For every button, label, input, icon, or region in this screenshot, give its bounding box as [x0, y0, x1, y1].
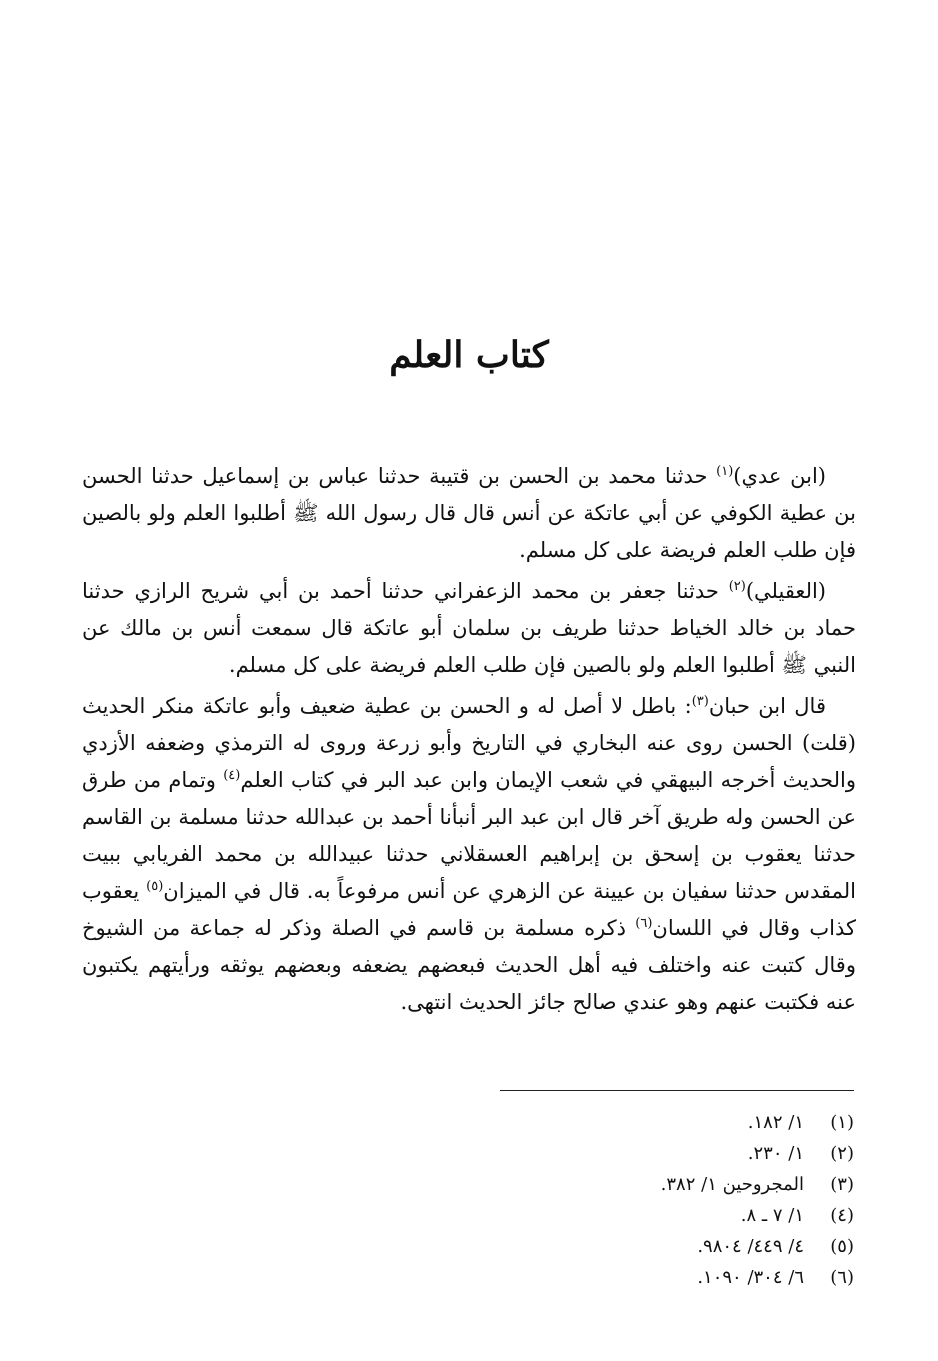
footnote-divider	[500, 1090, 854, 1091]
source-label: (العقيلي)	[745, 579, 826, 603]
paragraph-text: يعقوب كذاب وقال في اللسان	[82, 879, 856, 940]
footnote-item	[300, 1262, 854, 1293]
paragraph-text: حدثنا جعفر بن محمد الزعفراني حدثنا أحمد بن أبي شريح الرازي حدثنا حماد بن خالد الخياط حدثنا طريف بن سلمان أبو عاتكة قال سمعت أنس بن مالك عن النبي ﷺ أطلبوا العلم ولو بالصين فإن طلب العلم فريضة على كل مسلم.	[82, 579, 856, 677]
footnote-ref: (٣)	[691, 694, 709, 709]
page-title: كتاب العلم	[389, 334, 549, 376]
paragraph-text: وتمام من طرق عن الحسن وله طريق آخر قال ابن عبد البر أنبأنا أحمد بن عبدالله حدثنا مسلمة بن القاسم حدثنا يعقوب بن إسحق بن إبراهيم العسقلاني حدثنا عبيدالله بن محمد الفريابي ببيت المقدس حدثنا سفيان بن عيينة عن الزهري عن أنس مرفوعاً به. قال في الميزان	[82, 768, 856, 903]
footnote-item	[300, 1138, 854, 1169]
footnote-number: (٦)	[830, 1267, 854, 1288]
source-label: (ابن عدي)	[733, 464, 826, 488]
footnote-number: (٢)	[830, 1143, 854, 1164]
footnote-text: ١/ ٧ ـ ٨.	[740, 1205, 804, 1226]
paragraph-ibn-adi	[82, 458, 856, 569]
footnote-number: (٤)	[830, 1205, 854, 1226]
footnote-ref: (٦)	[635, 916, 653, 931]
footnote-number: (١)	[830, 1112, 854, 1133]
footnote-number: (٥)	[830, 1236, 854, 1257]
footnote-text: ١/ ٢٣٠.	[747, 1143, 804, 1164]
footnote-number: (٣)	[830, 1174, 854, 1195]
footnotes	[300, 1107, 854, 1293]
footnote-item	[300, 1200, 854, 1231]
paragraph-text: ذكره مسلمة بن قاسم في الصلة وذكر له جماعة من الشيوخ وقال كتبت عنه واختلف فيه أهل الحديث فبعضهم يضعفه وبعضهم يوثقه ورأيتهم يكتبون عنه فكتبت عنهم وهو عندي صالح جائز الحديث انتهى.	[82, 916, 856, 1014]
footnote-item	[300, 1107, 854, 1138]
footnote-text: ١/ ١٨٢.	[747, 1112, 804, 1133]
footnote-text: ٤/ ٤٤٩/ ٩٨٠٤.	[697, 1236, 804, 1257]
footnote-ref: (١)	[716, 464, 734, 479]
footnote-ref: (٥)	[146, 879, 164, 894]
paragraph-ibn-hibban	[82, 688, 856, 1021]
footnote-ref: (٤)	[223, 768, 241, 783]
source-label: قال ابن حبان	[708, 694, 826, 718]
footnote-item	[300, 1231, 854, 1262]
footnote-ref: (٢)	[728, 579, 746, 594]
footnote-text: ٦/ ٣٠٤/ ١٠٩٠.	[697, 1267, 804, 1288]
main-text	[82, 458, 856, 1025]
paragraph-text: حدثنا محمد بن الحسن بن قتيبة حدثنا عباس بن إسماعيل حدثنا الحسن بن عطية الكوفي عن أبي عاتكة عن أنس قال قال رسول الله ﷺ أطلبوا العلم ولو بالصين فإن طلب العلم فريضة على كل مسلم.	[82, 464, 856, 562]
footnote-text: المجروحين ١/ ٣٨٢.	[660, 1174, 804, 1195]
footnote-item	[300, 1169, 854, 1200]
paragraph-text: : باطل لا أصل له و الحسن بن عطية ضعيف وأبو عاتكة منكر الحديث (قلت) الحسن روى عنه البخاري في التاريخ وأبو زرعة وروى له الترمذي وضعفه الأزدي والحديث أخرجه البيهقي في شعب الإيمان وابن عبد البر في كتاب العلم	[82, 694, 856, 792]
paragraph-uqayli	[82, 573, 856, 684]
